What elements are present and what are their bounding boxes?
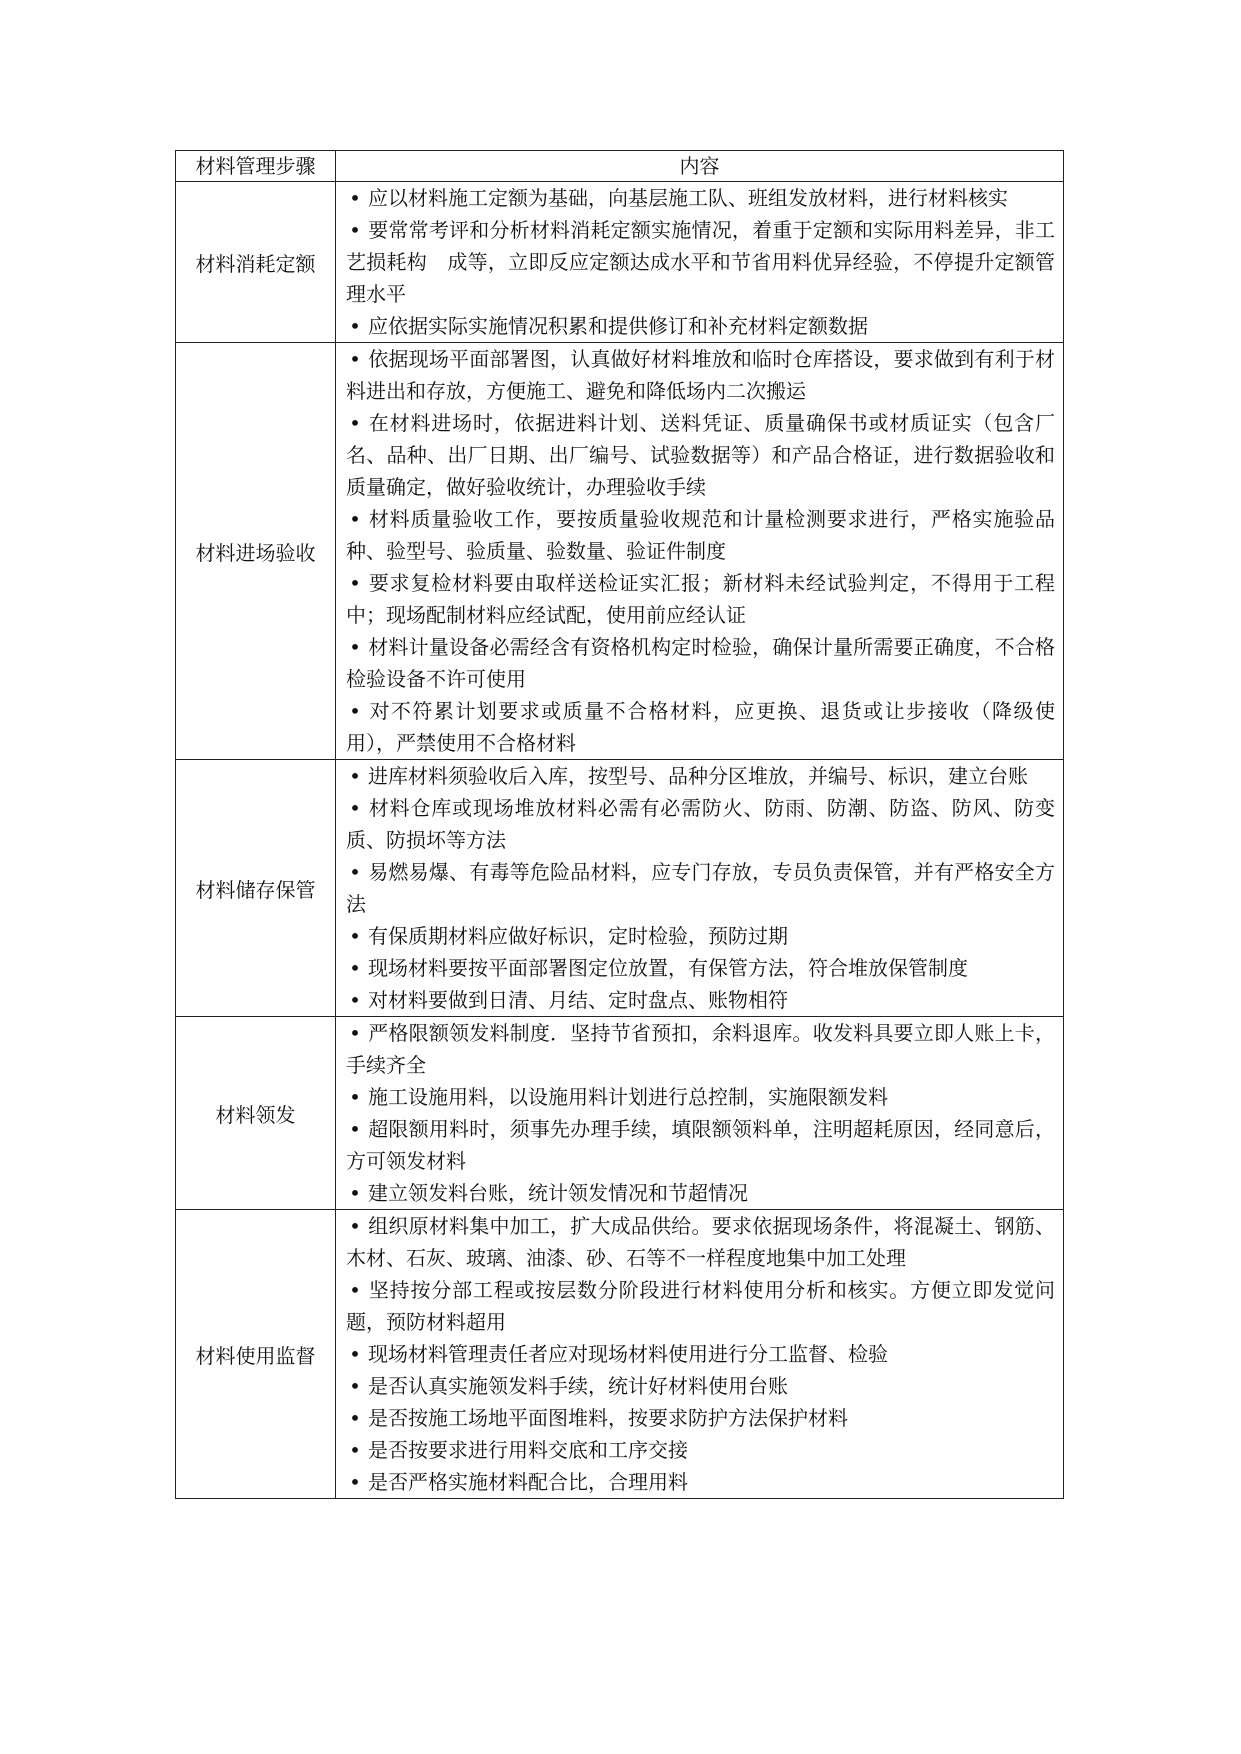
- bullet-dot-icon: •: [349, 411, 361, 435]
- step-content-cell: [336, 182, 1064, 343]
- bullet-text: 应依据实际实施情况积累和提供修订和补充材料定额数据: [368, 314, 868, 338]
- content-bullet-item: [346, 1338, 1055, 1370]
- bullet-text: 严格限额领发料制度．坚持节省预扣，余料退库。收发料具要立即人账上卡，手续齐全: [346, 1021, 1055, 1077]
- content-bullet-item: [346, 984, 1055, 1016]
- bullet-text: 现场材料管理责任者应对现场材料使用进行分工监督、检验: [368, 1342, 888, 1366]
- bullet-text: 材料计量设备必需经含有资格机构定时检验，确保计量所需要正确度，不合格检验设备不许可使用: [346, 635, 1055, 691]
- content-bullet-item: [346, 1210, 1055, 1274]
- content-bullet-item: [346, 1177, 1055, 1209]
- bullet-dot-icon: •: [349, 1181, 361, 1205]
- table-body: [176, 151, 1064, 1499]
- header-step: 材料管理步骤: [176, 151, 336, 182]
- step-content-cell: [336, 760, 1064, 1017]
- content-bullet-item: [346, 1370, 1055, 1402]
- bullet-dot-icon: •: [349, 1470, 361, 1494]
- step-content-cell: [336, 1017, 1064, 1210]
- content-bullet-item: [346, 1274, 1055, 1338]
- bullet-text: 现场材料要按平面部署图定位放置，有保管方法，符合堆放保管制度: [368, 956, 968, 980]
- bullet-text: 有保质期材料应做好标识，定时检验，预防过期: [368, 924, 788, 948]
- bullet-dot-icon: •: [349, 988, 361, 1012]
- bullet-dot-icon: •: [349, 218, 361, 242]
- content-bullet-item: [346, 1017, 1055, 1081]
- table-row: [176, 760, 1064, 1017]
- bullet-dot-icon: •: [349, 860, 361, 884]
- bullet-dot-icon: •: [349, 1117, 361, 1141]
- bullet-dot-icon: •: [349, 764, 361, 788]
- bullet-text: 组织原材料集中加工，扩大成品供给。要求依据现场条件，将混凝土、钢筋、木材、石灰、玻璃、油漆、砂、石等不一样程度地集中加工处理: [346, 1214, 1055, 1270]
- bullet-text: 是否认真实施领发料手续，统计好材料使用台账: [368, 1374, 788, 1398]
- bullet-dot-icon: •: [349, 1214, 361, 1238]
- bullet-text: 超限额用料时，须事先办理手续，填限额领料单，注明超耗原因，经同意后，方可领发材料: [346, 1117, 1055, 1173]
- bullet-text: 材料质量验收工作，要按质量验收规范和计量检测要求进行，严格实施验品种、验型号、验质量、验数量、验证件制度: [346, 507, 1055, 563]
- content-bullet-item: [346, 1081, 1055, 1113]
- header-content: 内容: [336, 151, 1064, 182]
- content-bullet-item: [346, 952, 1055, 984]
- content-bullet-item: [346, 760, 1055, 792]
- content-bullet-item: [346, 631, 1055, 695]
- bullet-dot-icon: •: [349, 699, 361, 723]
- content-bullet-item: [346, 503, 1055, 567]
- step-name-cell: 材料使用监督: [176, 1210, 336, 1499]
- step-name-cell: 材料消耗定额: [176, 182, 336, 343]
- bullet-text: 是否按施工场地平面图堆料，按要求防护方法保护材料: [368, 1406, 848, 1430]
- bullet-text: 是否按要求进行用料交底和工序交接: [368, 1438, 688, 1462]
- content-bullet-item: [346, 920, 1055, 952]
- step-name-cell: 材料进场验收: [176, 343, 336, 760]
- content-bullet-item: [346, 1113, 1055, 1177]
- content-bullet-item: [346, 695, 1055, 759]
- bullet-dot-icon: •: [349, 1342, 361, 1366]
- table-row: [176, 1210, 1064, 1499]
- bullet-dot-icon: •: [349, 1021, 361, 1045]
- bullet-dot-icon: •: [349, 635, 361, 659]
- bullet-text: 建立领发料台账，统计领发情况和节超情况: [368, 1181, 748, 1205]
- material-management-table: [175, 150, 1064, 1499]
- bullet-dot-icon: •: [349, 314, 361, 338]
- table-row: [176, 343, 1064, 760]
- bullet-dot-icon: •: [349, 507, 361, 531]
- bullet-text: 要常常考评和分析材料消耗定额实施情况，着重于定额和实际用料差异，非工艺损耗构 成等，立即反应定额达成水平和节省用料优异经验，不停提升定额管理水平: [346, 218, 1055, 306]
- bullet-text: 是否严格实施材料配合比，合理用料: [368, 1470, 688, 1494]
- bullet-dot-icon: •: [349, 347, 361, 371]
- bullet-text: 材料仓库或现场堆放材料必需有必需防火、防雨、防潮、防盗、防风、防变质、防损坏等方法: [346, 796, 1055, 852]
- table-row: [176, 1017, 1064, 1210]
- bullet-dot-icon: •: [349, 924, 361, 948]
- table-row: [176, 182, 1064, 343]
- content-bullet-item: [346, 856, 1055, 920]
- bullet-text: 依据现场平面部署图，认真做好材料堆放和临时仓库搭设，要求做到有利于材料进出和存放，方便施工、避免和降低场内二次搬运: [346, 347, 1055, 403]
- step-content-cell: [336, 343, 1064, 760]
- bullet-dot-icon: •: [349, 796, 361, 820]
- table-header-row: [176, 151, 1064, 182]
- bullet-text: 易燃易爆、有毒等危险品材料，应专门存放，专员负责保管，并有严格安全方法: [346, 860, 1055, 916]
- step-content-cell: [336, 1210, 1064, 1499]
- bullet-dot-icon: •: [349, 1085, 361, 1109]
- bullet-text: 要求复检材料要由取样送检证实汇报；新材料未经试验判定，不得用于工程中；现场配制材料应经试配，使用前应经认证: [346, 571, 1055, 627]
- bullet-text: 在材料进场时，依据进料计划、送料凭证、质量确保书或材质证实（包含厂名、品种、出厂日期、出厂编号、试验数据等）和产品合格证，进行数据验收和质量确定，做好验收统计，办理验收手续: [346, 411, 1055, 499]
- bullet-text: 对材料要做到日清、月结、定时盘点、账物相符: [368, 988, 788, 1012]
- bullet-text: 进库材料须验收后入库，按型号、品种分区堆放，并编号、标识，建立台账: [368, 764, 1028, 788]
- bullet-dot-icon: •: [349, 1278, 361, 1302]
- content-bullet-item: [346, 1434, 1055, 1466]
- bullet-dot-icon: •: [349, 1406, 361, 1430]
- step-name-cell: 材料领发: [176, 1017, 336, 1210]
- bullet-text: 应以材料施工定额为基础，向基层施工队、班组发放材料，进行材料核实: [368, 186, 1008, 210]
- bullet-dot-icon: •: [349, 1438, 361, 1462]
- content-bullet-item: [346, 407, 1055, 503]
- bullet-dot-icon: •: [349, 186, 361, 210]
- step-name-cell: 材料储存保管: [176, 760, 336, 1017]
- content-bullet-item: [346, 1402, 1055, 1434]
- content-bullet-item: [346, 792, 1055, 856]
- bullet-dot-icon: •: [349, 571, 361, 595]
- content-bullet-item: [346, 343, 1055, 407]
- bullet-dot-icon: •: [349, 1374, 361, 1398]
- content-bullet-item: [346, 310, 1055, 342]
- bullet-dot-icon: •: [349, 956, 361, 980]
- bullet-text: 坚持按分部工程或按层数分阶段进行材料使用分析和核实。方便立即发觉问题，预防材料超用: [346, 1278, 1055, 1334]
- content-bullet-item: [346, 1466, 1055, 1498]
- bullet-text: 对不符累计划要求或质量不合格材料，应更换、退货或让步接收（降级使用），严禁使用不合格材料: [346, 699, 1055, 755]
- bullet-text: 施工设施用料，以设施用料计划进行总控制，实施限额发料: [368, 1085, 888, 1109]
- content-bullet-item: [346, 182, 1055, 214]
- content-bullet-item: [346, 567, 1055, 631]
- content-bullet-item: [346, 214, 1055, 310]
